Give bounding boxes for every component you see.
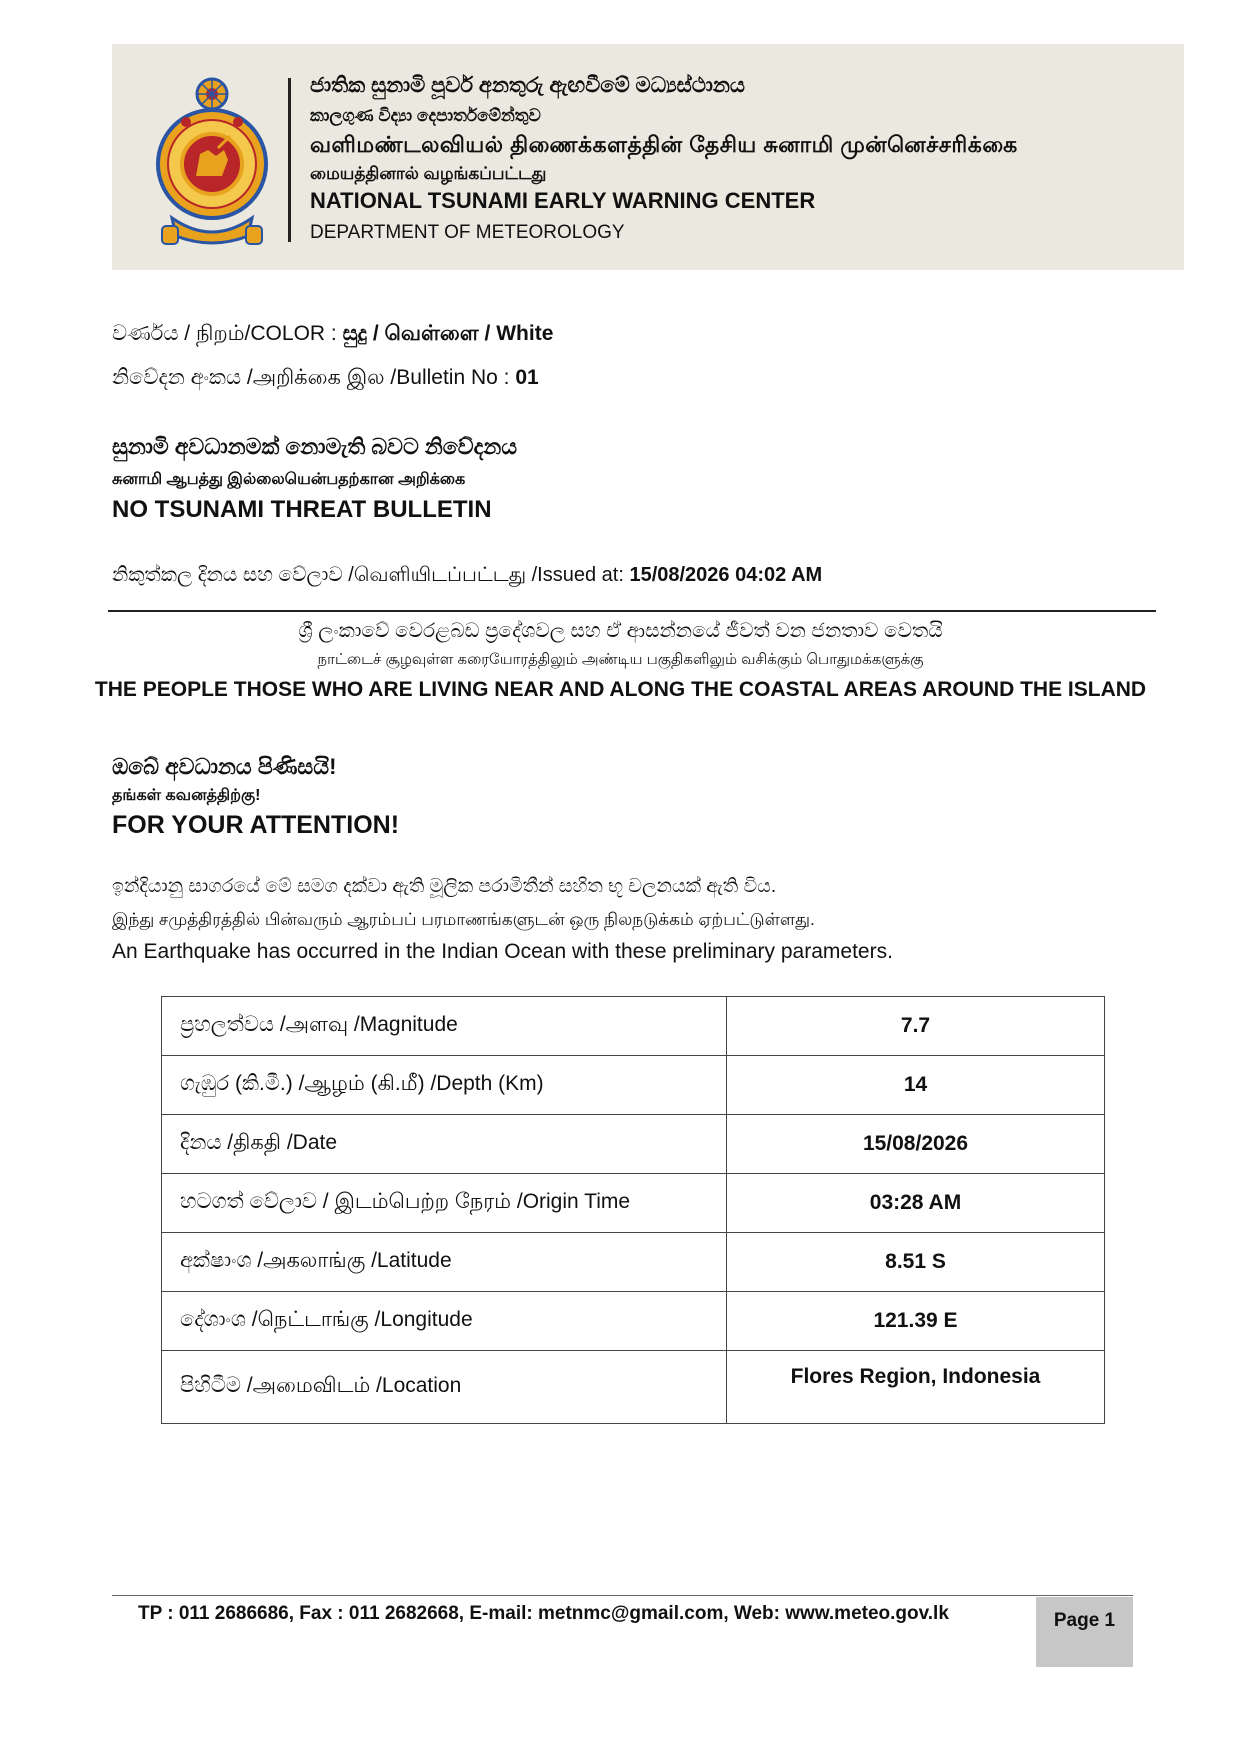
footer-divider <box>112 1595 1133 1596</box>
parameter-label: හටගත් වේලාව / இடம்பெற்ற நேரம் /Origin Time <box>162 1174 727 1233</box>
parameter-value: 03:28 AM <box>727 1174 1105 1233</box>
header-sinhala-center-name: ජාතික සුනාමි පූර්ව අනතුරු ඇඟවීමේ මධ්‍යස්ථානය <box>310 74 746 97</box>
table-row <box>162 1174 1105 1233</box>
page-title: NO TSUNAMI THREAT BULLETIN <box>112 496 492 523</box>
issued-label: නිකුත්කල දිනය සහ වේලාව /வெளியிடப்பட்டது /Issued at: <box>112 564 630 586</box>
parameter-label: දිනය /திகதி /Date <box>162 1115 727 1174</box>
title-tamil: சுனாமி ஆபத்து இல்லையென்பதற்கான அறிக்கை <box>112 471 466 488</box>
letterhead <box>112 44 1184 270</box>
parameter-label: ප්‍රහලත්වය /அளவு /Magnitude <box>162 997 727 1056</box>
attention-tamil: தங்கள் கவனத்திற்கு! <box>112 787 261 804</box>
color-line <box>112 322 553 348</box>
audience-tamil: நாட்டைச் சூழவுள்ள கரையோரத்திலும் அண்டிய பகுதிகளிலும் வசிக்கும் பொதுமக்களுக்கு <box>317 651 924 668</box>
header-divider <box>288 78 291 242</box>
parameter-value: 121.39 E <box>727 1292 1105 1351</box>
table-row <box>162 997 1105 1056</box>
table-row <box>162 1056 1105 1115</box>
bulletin-number-label: නිවේදන අංකය /அறிக்கை இல /Bulletin No : <box>112 366 516 389</box>
intro-english: An Earthquake has occurred in the Indian Ocean with these preliminary parameters. <box>112 940 893 963</box>
parameter-label: ගැඹුර (කි.මී.) /ஆழம் (கி.மீ) /Depth (Km) <box>162 1056 727 1115</box>
audience-english: THE PEOPLE THOSE WHO ARE LIVING NEAR AND ALONG THE COASTAL AREAS AROUND THE ISLAND <box>94 678 1147 701</box>
intro-tamil: இந்து சமுத்திரத்தில் பின்வரும் ஆரம்பப் பரமாணங்களுடன் ஒரு நிலநடுக்கம் ஏற்பட்டுள்ளது. <box>112 910 815 929</box>
attention-sinhala: ඔබේ අවධානය පිණිසයි! <box>112 754 337 779</box>
parameter-label: අක්ෂාංශ /அகலாங்கு /Latitude <box>162 1233 727 1292</box>
parameter-value: 14 <box>727 1056 1105 1115</box>
color-label: වර්ණය / நிறம்/COLOR : <box>112 322 343 345</box>
title-sinhala: සුනාමි අවධානමක් නොමැති බවට නිවේදනය <box>112 434 518 459</box>
header-sinhala-department: කාලගුණ විද්‍යා දෙපාර්තමේන්තුව <box>310 106 541 125</box>
audience-sinhala: ශ්‍රී ලංකාවේ වෙරළබඩ ප්‍රදේශවල සහ ඒ ආසන්නයේ ජීවත් වන ජනතාව වෙතයි <box>298 620 943 642</box>
intro-sinhala: ඉන්දියානු සාගරයේ මේ සමග දක්වා ඇති මූලික පරාමිතීන් සහිත භූ චලනයක් ඇති විය. <box>112 876 777 897</box>
parameter-value: 7.7 <box>727 997 1105 1056</box>
attention-english: FOR YOUR ATTENTION! <box>112 811 400 839</box>
table-row <box>162 1115 1105 1174</box>
table-row <box>162 1292 1105 1351</box>
header-tamil-center-name: வளிமண்டலவியல் திணைக்களத்தின் தேசிய சுனாமி முன்னெச்சரிக்கை <box>310 132 1018 157</box>
parameter-value: 8.51 S <box>727 1233 1105 1292</box>
footer-contact: TP : 011 2686686, Fax : 011 2682668, E-mail: metnmc@gmail.com, Web: www.meteo.gov.lk <box>138 1603 949 1624</box>
parameter-label: පිහිටීම /அமைவிடம் /Location <box>162 1351 727 1424</box>
issued-value: 15/08/2026 04:02 AM <box>629 564 823 586</box>
parameter-value: Flores Region, Indonesia <box>727 1351 1105 1424</box>
header-english-center-name: NATIONAL TSUNAMI EARLY WARNING CENTER <box>310 188 816 213</box>
header-english-department: DEPARTMENT OF METEOROLOGY <box>310 222 625 243</box>
header-tamil-issued: மையத்தினால் வழங்கப்பட்டது <box>310 164 547 183</box>
parameter-value: 15/08/2026 <box>727 1115 1105 1174</box>
bulletin-number-value: 01 <box>515 366 539 389</box>
earthquake-parameters-table <box>161 996 1105 1424</box>
bulletin-number-line <box>112 366 539 392</box>
issued-line <box>112 564 822 589</box>
color-value: සුදු / வெள்ளை / White <box>342 322 554 345</box>
table-row <box>162 1351 1105 1424</box>
parameter-label: දේශාංශ /நெட்டாங்கு /Longitude <box>162 1292 727 1351</box>
table-row <box>162 1233 1105 1292</box>
sri-lanka-emblem-icon <box>152 76 272 248</box>
page-number: Page 1 <box>1036 1597 1133 1667</box>
section-divider <box>108 610 1156 612</box>
